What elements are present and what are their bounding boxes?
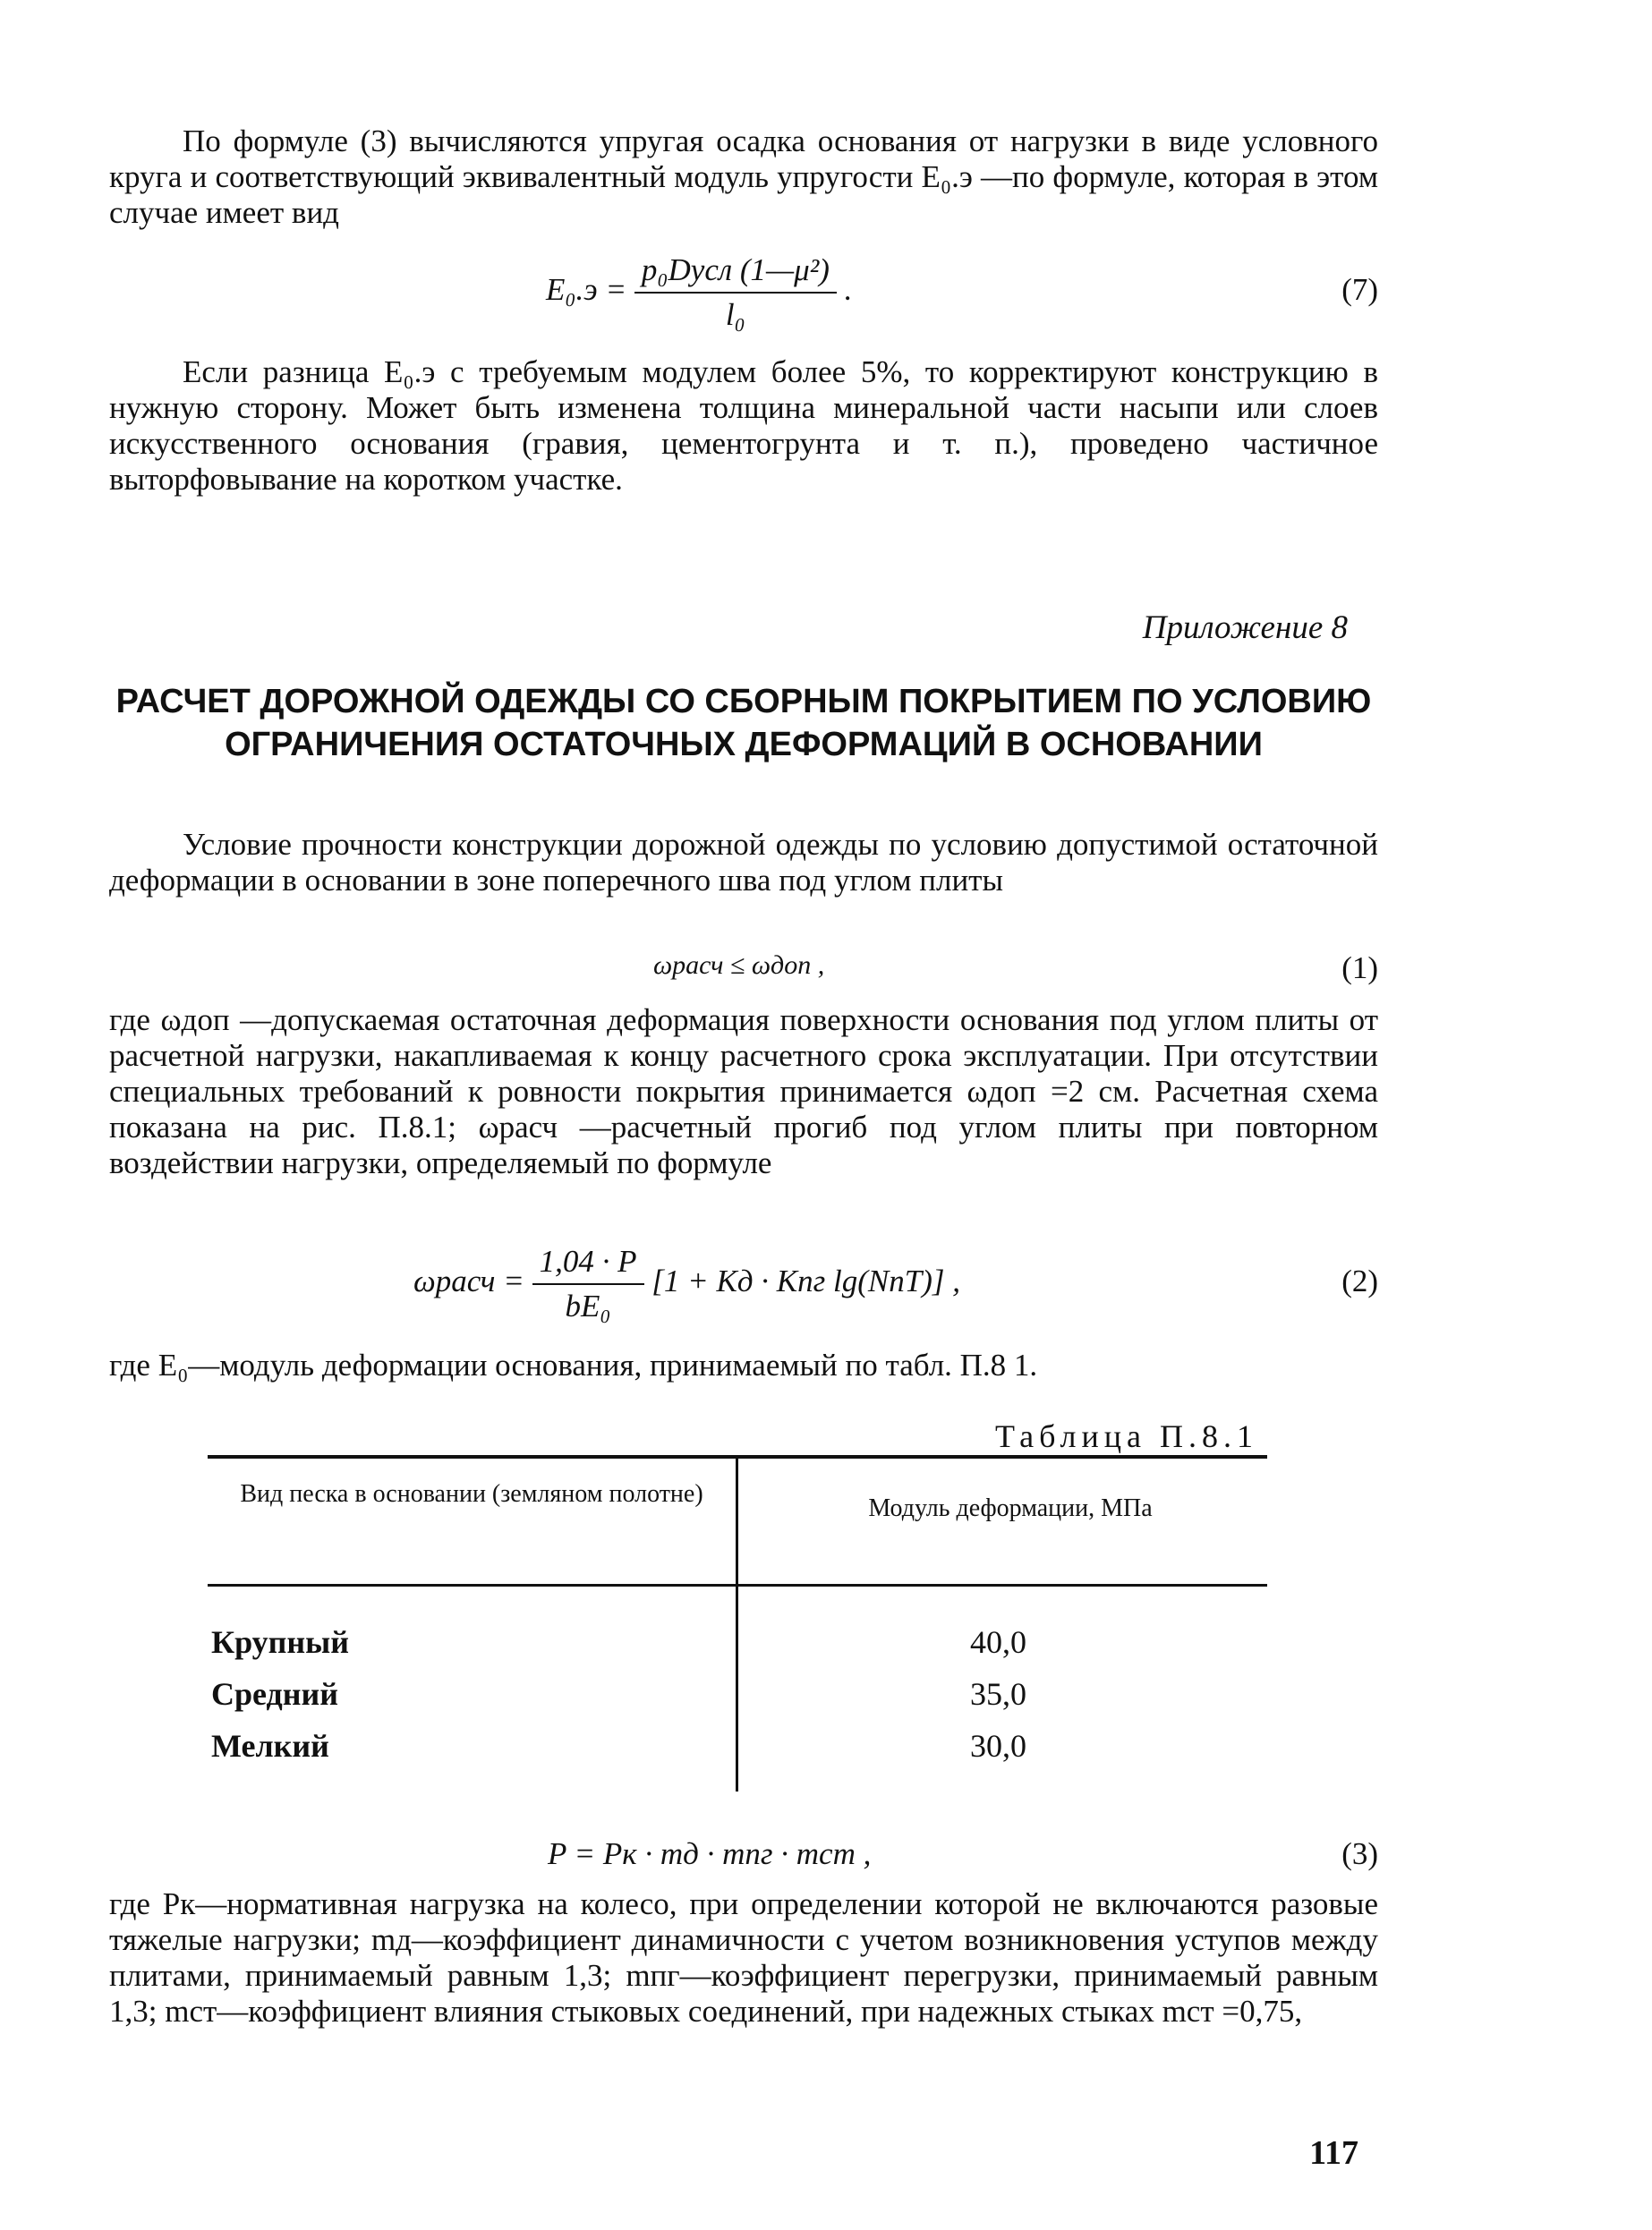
equation-7-numerator: p₀Dусл (1—μ²) [634, 252, 837, 294]
table-cell-modulus-1: 35,0 [970, 1676, 1026, 1712]
equation-2-numerator: 1,04 · P [532, 1244, 644, 1285]
table-header-sand-type: Вид песка в основании (земляном полотне) [240, 1480, 703, 1508]
equation-2-fraction [532, 1244, 644, 1324]
table-caption: Таблица П.8.1 [995, 1418, 1258, 1454]
appendix-paragraph-2: где ωдоп —допускаемая остаточная деформация поверхности основания под углом плиты от расчетной нагрузки, накапливаемая к концу расчетного срока эксплуатации. При отсутствии специальных требований к ровности покрытия принимается ωдоп =2 см. Расчетная схема показана на рис. П.8.1; ωрасч —расчетный прогиб под углом плиты при повторном воздействии нагрузки, определяемый по формуле [109, 1002, 1378, 1180]
appendix-paragraph-1: Условие прочности конструкции дорожной одежды по условию допустимой остаточной деформации в основании в зоне поперечного шва под углом плиты [109, 827, 1378, 898]
equation-2-number: (2) [1341, 1264, 1378, 1298]
table-header-modulus: Модуль деформации, МПа [868, 1494, 1153, 1522]
table-cell-sand-1: Средний [211, 1676, 338, 1712]
equation-1 [109, 950, 1378, 990]
equation-7-denominator: l₀ [725, 297, 745, 332]
equation-2-tail: [1 + Kд · Kпг lg(NnT)] , [651, 1264, 961, 1299]
equation-7-tail: . [844, 272, 853, 308]
appendix-paragraph-3: где E₀—модуль деформации основания, принимаемый по табл. П.8 1. [109, 1348, 1038, 1383]
equation-2-lhs: ωрасч = [413, 1264, 524, 1299]
equation-1-number: (1) [1341, 950, 1378, 985]
appendix-title: РАСЧЕТ ДОРОЖНОЙ ОДЕЖДЫ СО СБОРНЫМ ПОКРЫТИЕМ ПО УСЛОВИЮ ОГРАНИЧЕНИЯ ОСТАТОЧНЫХ ДЕФОРМАЦИЙ В ОСНОВАНИИ [115, 683, 1372, 763]
table-cell-modulus-2: 30,0 [970, 1728, 1026, 1764]
equation-7-lhs: E₀.э = [546, 272, 627, 308]
equation-7 [109, 252, 1378, 333]
equation-2 [109, 1244, 1378, 1324]
intro-paragraph-1: По формуле (3) вычисляются упругая осадка основания от нагрузки в виде условного круга и соответствующий эквивалентный модуль упругости E₀.э —по формуле, которая в этом случае имеет вид [109, 123, 1378, 230]
table-column-divider [736, 1459, 738, 1792]
equation-7-fraction [634, 252, 837, 333]
page-number: 117 [1309, 2134, 1358, 2172]
equation-3-number: (3) [1341, 1836, 1378, 1871]
appendix-label: Приложение 8 [1142, 609, 1348, 646]
equation-2-denominator: bE₀ [565, 1289, 611, 1324]
equation-1-body: ωрасч ≤ ωдоп , [653, 950, 825, 980]
deformation-modulus-table [208, 1455, 1267, 1795]
table-cell-sand-0: Крупный [211, 1624, 349, 1660]
intro-paragraph-2: Если разница E₀.э с требуемым модулем более 5%, то корректируют конструкцию в нужную сторону. Может быть изменена толщина минеральной части насыпи или слоев искусственного основания (гравия, цементогрунта и т. п.), проведено частичное выторфовывание на коротком участке. [109, 354, 1378, 497]
final-paragraph: где Pк—нормативная нагрузка на колесо, при определении которой не включаются разовые тяжелые нагрузки; mд—коэффициент динамичности с учетом возникновения уступов между плитами, принимаемый равным 1,3; mпг—коэффициент перегрузки, принимаемый равным 1,3; mст—коэффициент влияния стыковых соединений, при надежных стыках mст =0,75, [109, 1886, 1378, 2029]
equation-3 [109, 1836, 1378, 1876]
equation-3-body: P = Pк · mд · mпг · mст , [548, 1836, 872, 1871]
table-header-rule [208, 1584, 1267, 1587]
table-cell-sand-2: Мелкий [211, 1728, 329, 1764]
equation-7-number: (7) [1341, 272, 1378, 307]
table-cell-modulus-0: 40,0 [970, 1624, 1026, 1660]
